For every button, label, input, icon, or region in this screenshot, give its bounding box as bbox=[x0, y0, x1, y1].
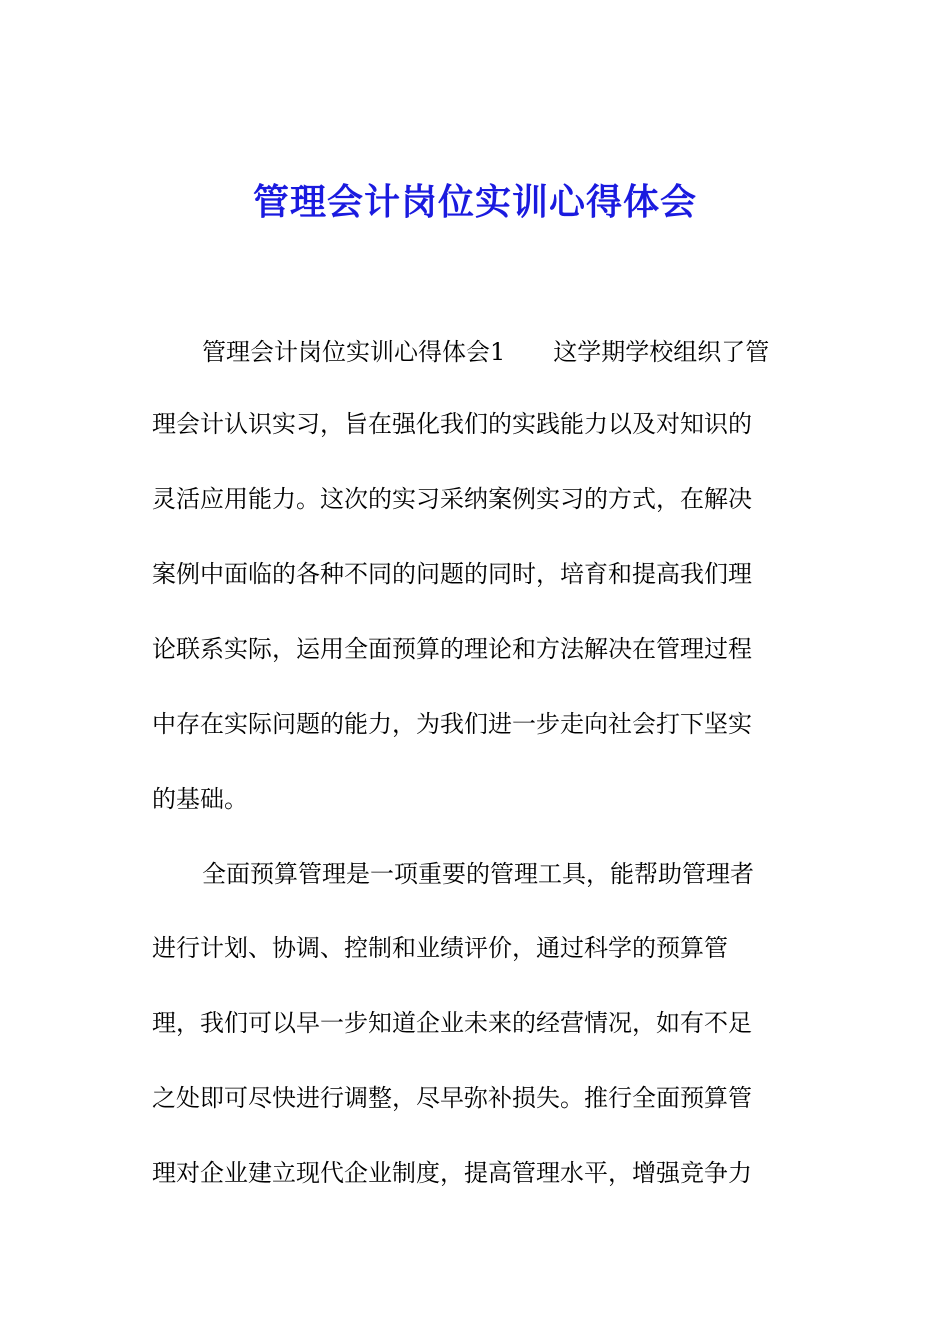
paragraph-2-line-3: 理，我们可以早一步知道企业未来的经营情况，如有不足 bbox=[152, 1009, 752, 1037]
paragraph-2-line-5: 理对企业建立现代企业制度，提高管理水平，增强竞争力 bbox=[152, 1159, 752, 1187]
document-title: 管理会计岗位实训心得体会 bbox=[252, 181, 697, 223]
paragraph-1-line-5: 论联系实际，运用全面预算的理论和方法解决在管理过程 bbox=[152, 635, 752, 663]
paragraph-2-line-2: 进行计划、协调、控制和业绩评价，通过科学的预算管 bbox=[152, 934, 728, 962]
paragraph-2-line-1: 全面预算管理是一项重要的管理工具，能帮助管理者 bbox=[202, 860, 754, 888]
paragraph-1-line-1 bbox=[202, 334, 769, 370]
paragraph-1-line-2: 理会计认识实习，旨在强化我们的实践能力以及对知识的 bbox=[152, 410, 752, 438]
paragraph-1-line-1-text: 这学期学校组织了管 bbox=[553, 338, 770, 366]
paragraph-1-line-7: 的基础。 bbox=[152, 785, 248, 813]
paragraph-2-line-4: 之处即可尽快进行调整，尽早弥补损失。推行全面预算管 bbox=[152, 1084, 752, 1112]
paragraph-1-line-6: 中存在实际问题的能力，为我们进一步走向社会打下坚实 bbox=[152, 710, 752, 738]
paragraph-1-line-4: 案例中面临的各种不同的问题的同时，培育和提高我们理 bbox=[152, 560, 752, 588]
paragraph-1-line-3: 灵活应用能力。这次的实习采纳案例实习的方式，在解决 bbox=[152, 485, 752, 513]
section-heading: 管理会计岗位实训心得体会1 bbox=[202, 338, 506, 366]
